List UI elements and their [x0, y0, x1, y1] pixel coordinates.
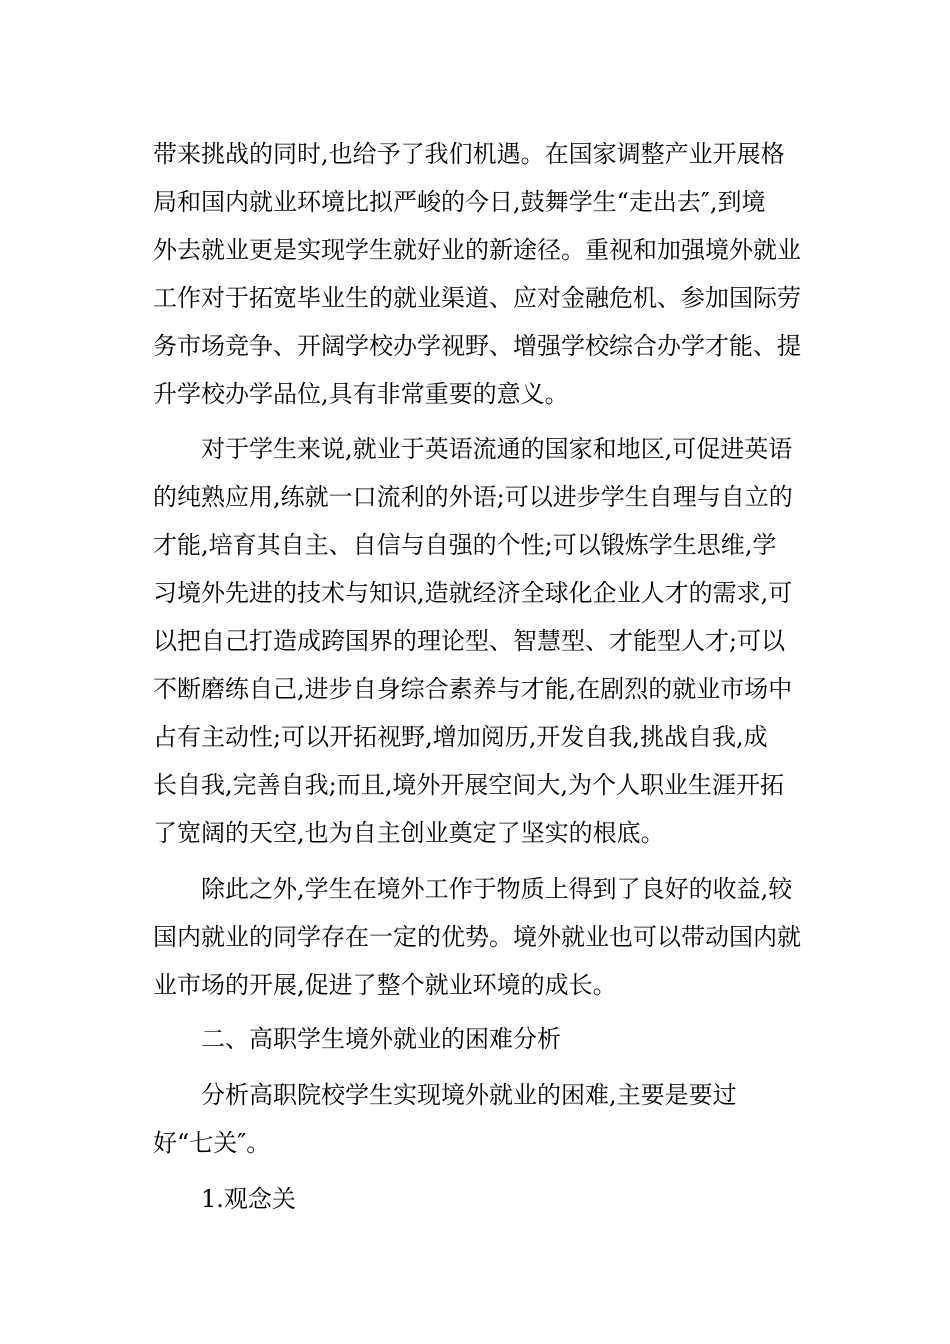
paragraph-2-line-3: 才能,培育其自主、自信与自强的个性;可以锻炼学生思维,学	[153, 531, 777, 559]
paragraph-2-line-5: 以把自己打造成跨国界的理论型、智慧型、才能型人才;可以	[153, 627, 786, 655]
paragraph-4-line-1: 分析高职院校学生实现境外就业的困难,主要是要过	[201, 1081, 737, 1109]
paragraph-1-line-4: 工作对于拓宽毕业生的就业渠道、应对金融危机、参加国际劳	[153, 284, 801, 312]
paragraph-3-line-3: 业市场的开展,促进了整个就业环境的成长。	[153, 971, 617, 999]
paragraph-1-line-1: 带来挑战的同时,也给予了我们机遇。在国家调整产业开展格	[153, 140, 785, 168]
paragraph-1-line-6: 升学校办学品位,具有非常重要的意义。	[153, 380, 569, 408]
paragraph-2-line-1: 对于学生来说,就业于英语流通的国家和地区,可促进英语	[201, 435, 793, 463]
paragraph-2-line-7: 占有主动性;可以开拓视野,增加阅历,开发自我,挑战自我,成	[153, 723, 768, 751]
paragraph-1-line-2: 局和国内就业环境比拟严峻的今日,鼓舞学生“走出去″,到境	[153, 188, 766, 216]
subsection-heading: 1.观念关	[201, 1185, 296, 1213]
paragraph-2-line-9: 了宽阔的天空,也为自主创业奠定了坚实的根底。	[153, 819, 665, 847]
paragraph-2-line-4: 习境外先进的技术与知识,造就经济全球化企业人才的需求,可	[153, 579, 793, 607]
paragraph-3-line-1: 除此之外,学生在境外工作于物质上得到了良好的收益,较	[201, 875, 793, 903]
paragraph-1-line-3: 外去就业更是实现学生就好业的新途径。重视和加强境外就业	[153, 236, 801, 264]
section-heading: 二、高职学生境外就业的困难分析	[201, 1025, 561, 1053]
paragraph-2-line-8: 长自我,完善自我;而且,境外开展空间大,为个人职业生涯开拓	[153, 771, 784, 799]
paragraph-2-line-6: 不断磨练自己,进步自身综合素养与才能,在剧烈的就业市场中	[153, 675, 793, 703]
paragraph-2-line-2: 的纯熟应用,练就一口流利的外语;可以进步学生自理与自立的	[153, 483, 793, 511]
paragraph-3-line-2: 国内就业的同学存在一定的优势。境外就业也可以带动国内就	[153, 923, 801, 951]
paragraph-4-line-2: 好“七关″。	[153, 1129, 271, 1157]
paragraph-1-line-5: 务市场竞争、开阔学校办学视野、增强学校综合办学才能、提	[153, 332, 801, 360]
